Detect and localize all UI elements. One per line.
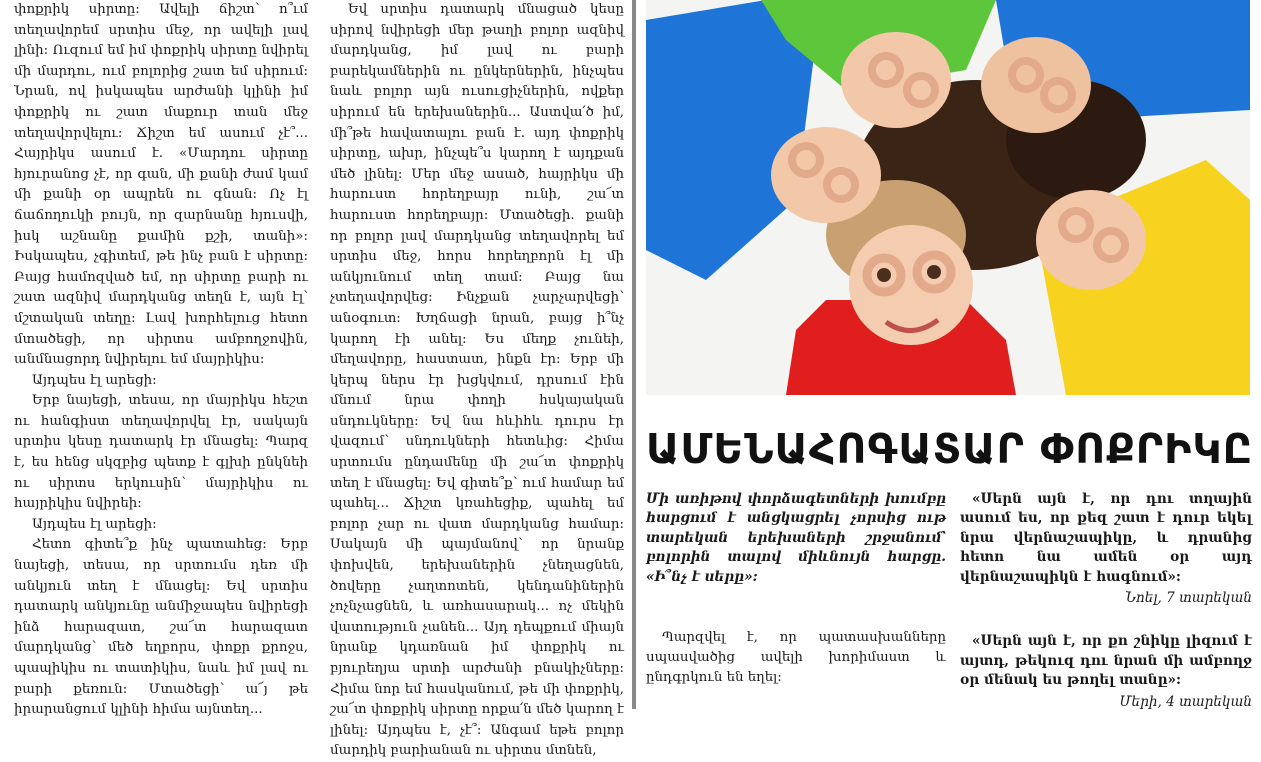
paragraph: Այդպես էլ արեցի: [32,372,157,388]
children-photo [646,0,1250,395]
paragraph: Եվ սրտիս դատարկ մնացած կեսը սիրով նվիրեցի մեր թաղի բոլոր ազնիվ մարդկանց, իմ լավ ու բարի բարեկամներին ու ընկերներին, ինչպես նաև բոլոր այն ուսուցիչներին, ովքեր սիրում են երեխաներին... Աստվա՛ծ իմ, մի՞թե հավատալու բան է. այդ փոքրիկ սիրտը, ախր, ինչպե՞ս կարող է այդքան մեծ լինել: Մեր մեջ ասած, հայրիկս մի հարուստ հորեղբայր ունի, շա՜տ հարուստ հորեղբայր: Մտածեցի. քանի որ բոլոր լավ մարդկանց տեղավորել եմ սրտիս մեջ, հորս հորեղբորն էլ մի անկյունում տեղ տամ: Բայց նա չտեղավորվեց: Ինչքան չարչարվեցի՝ անօգուտ: Խղճացի նրան, բայց ի՞նչ կարող էի անել: Ես մեղք չունեի, մեղավորը, հաստատ, ինքն էր: Երբ մի կերպ ներս էր խցկվում, դրսում էին մնում նրա փողի հսկայական սնդուկները: Եվ նա հևիհև դուրս էր վազում՝ սնդուկների հետևից: Հիմա սրտումս ընդամենը մի շա՜տ փոքրիկ տեղ է մնացել: Եվ գիտե՞ք՝ ում համար եմ պահել... Ճիշտ կռահեցիք, պահել եմ բոլոր չար ու վատ մարդկանց համար: Սակայն մի պայմանով՝ որ նրանք փոխվեն, երեխաներին չնեղացնեն, ծովերը չաղտոտեն, կենդանիներին չոչնչացնեն, և առհասարակ... ոչ մեկին վատություն չանեն... Այդ դեպքում միայն նրանք կդառնան իմ փոքրիկ ու բյուրեղյա սրտի արժանի բնակիչները: Հիմա նոր եմ հասկանում, թե մի փոքրիկ, շա՜տ փոքրիկ սիրտը որքա՛ն մեծ կարող է լինել: Այդպես է, չէ՞: Անգամ եթե բոլոր մարդիկ բարիանան ու սիրտս մտնեն, [330,2,624,759]
quote-text: «Սերն այն է, որ քո շնիկը լիզում է այտդ, թեկուզ դու նրան մի ամբողջ օր մենակ ես թողել տանը»: [960,633,1252,689]
children-photo-icon [646,0,1250,395]
paragraph: Երբ նայեցի, տեսա, որ մայրիկս հեշտ ու հանգիստ տեղավորվել էր, սակայն սրտիս կեսը դատարկ էր մնացել: Պարզ է, ես հենց սկզբից պետք է գլխի ընկնեի ու սիրտս երկուսին՝ մայրիկիս ու հայրիկիս նվիրեի: [14,393,308,512]
paragraph: Հետո գիտե՞ք ինչ պատահեց: Երբ նայեցի, տեսա, որ սրտումս դեռ մի անկյուն տեղ է մնացել: Եվ սրտիս դատարկ անկյունը անմիջապես նվիրեցի ինձ հարազատ, շա՜տ հարազատ մարդկանց՝ մեծ եղբորս, փոքր քրոջս, պապիկիս ու տատիկիս, նաև իմ լավ ու բարի քեռուն: Մտածեցի՝ ա՜յ թե իրարանցում կլինի հիմա այնտեղ... [14,537,308,718]
column-divider [632,0,636,709]
quote-author: Նոել, 7 տարեկան [1125,590,1252,607]
text-column-1 [14,0,308,718]
quotes-column [960,490,1252,712]
quote-author: Մերի, 4 տարեկան [1119,693,1252,710]
article-lead: Մի առիթով փորձագետների խումբը հարցում է անցկացրել չորսից ութ տարեկան երեխաների շրջանում՝ բոլորին տալով միևնույն հարցը. «Ի՞նչ է սերը»: [646,491,946,585]
paragraph: Այդպես էլ արեցի: [32,516,157,532]
text-column-2 [330,0,624,759]
quote-text: «Սերն այն է, որ դու տղային ասում ես, որ քեզ շատ է դուր եկել նրա վերնաշապիկը, և դրանից հետո նա ամեն օր այդ վերնաշապիկն է հագնում»: [960,491,1252,585]
paragraph: փոքրիկ սիրտը: Ավելի ճիշտ՝ ո՞ւմ տեղավորեմ սրտիս մեջ, որ ավելի լավ լինի: Ուզում եմ իմ փոքրիկ սիրտը նվիրել մի մարդու, ում բոլորից շատ եմ սիրում: Նրան, ով իսկապես արժանի կլինի իմ փոքրիկ ու շատ մաքուր տան մեջ տեղավորվելու: Ճիշտ եմ ասում չէ՞... Հայրիկս ասում է. «Մարդու սիրտը հյուրանոց չէ, որ գան, մի քանի ժամ կամ մի քանի օր ապրեն ու գնան: Ոչ էլ ճաճողուկի բույն, որ զարնանը հյուսվի, իսկ աշնանը քամին քշի, տանի»: Իսկապես, չգիտեմ, թե ինչ բան է սիրտը: Բայց համոզված եմ, որ սիրտը բարի ու շատ ազնիվ մարդկանց տեղն է, այն էլ՝ մշտական տեղը: Լավ խորհելուց հետո մտածեցի, որ սիրտս ամբողջովին, անմնացորդ նվիրելու եմ մայրիկիս: [14,2,308,368]
article-headline: ԱՄԵՆԱՀՈԳԱՏԱՐ ՓՈՔՐԻԿԸ [646,425,1254,473]
article-body: Պարզվել է, որ պատասխանները սպասվածից ավելի խորիմաստ և ընդգրկուն են եղել: [646,630,946,685]
